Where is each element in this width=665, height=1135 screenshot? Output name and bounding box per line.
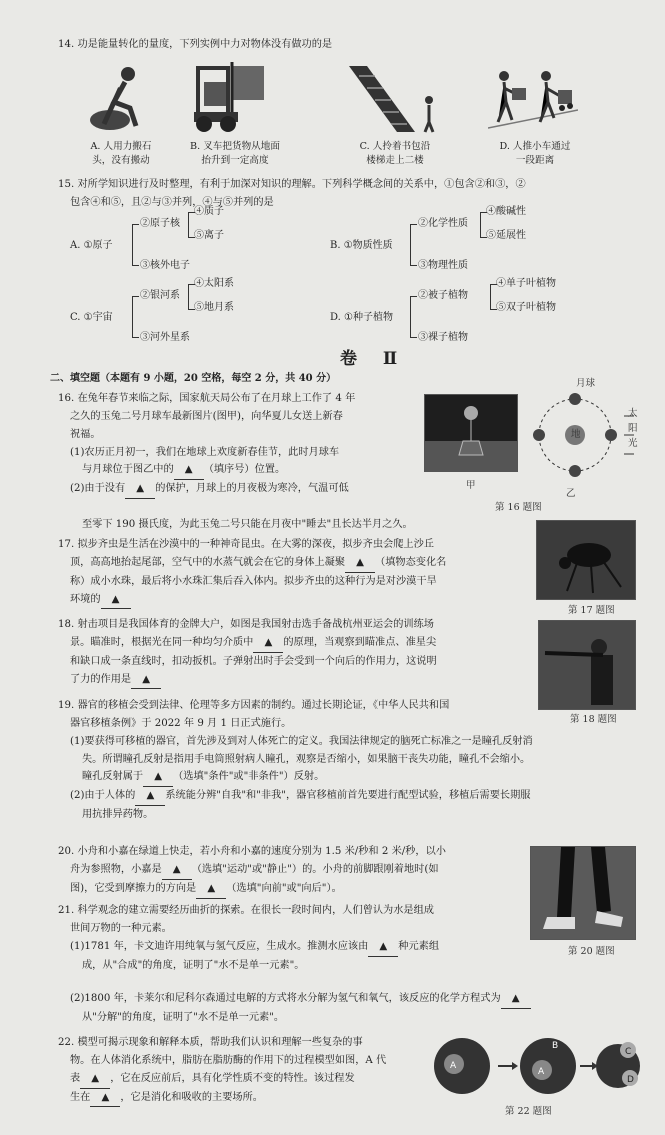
q20-text: 20. 小舟和小嘉在绿道上快走，若小舟和小嘉的速度分别为 1.5 米/秒和 2 米/秒，以小 舟为参照物，小嘉是 ▲ （选填"运动"或"静止"）的。小舟的前脚跟刚着地时(如 图)，它受到摩擦力的方向是 ▲ （选填"向前"或"向后"）。 [58,843,528,899]
q14-option-d[interactable]: D. 人推小车通过 一段距离 [499,141,571,166]
figure-walking-feet-photo [530,846,636,940]
q18-blank-1[interactable]: ▲ [253,634,283,653]
q14-stem: 14. 功是能量转化的量度，下列实例中力对物体没有做功的是 [58,39,333,50]
q20-blank-1[interactable]: ▲ [162,861,192,880]
part2-header: 二、填空题（本题有 9 小题，20 空格，每空 2 分，共 40 分） [50,373,337,384]
q19-blank-1[interactable]: ▲ [143,768,173,787]
q17-caption: 第 17 题图 [568,605,615,616]
q17-blank-2[interactable]: ▲ [101,591,131,610]
figure-yutu-rover-photo [424,394,518,472]
q18-caption: 第 18 题图 [570,714,617,725]
q16-text: 16. 在兔年春节来临之际，国家航天局公布了在月球上工作了 4 年 之久的玉兔二号月球车最新图片(图甲)，向华夏儿女送上新春 祝福。 (1)农历正月初一，我们在地球上欢度新春佳节，此时月球车 与月球位于图乙中的 ▲ （填序号）位置。 (2)由于没有 ▲ 的保护，月球上的月夜极为寒冷，气温可低 [58,390,418,499]
figure-stairs [345,62,440,134]
figure-pushing-cart [488,62,578,134]
q21-text-2: (2)1800 年，卡莱尔和尼科尔森通过电解的方式将水分解为氢气和氧气，该反应的化学方程式为 ▲ 从"分解"的角度，证明了"水不是单一元素"。 [58,990,628,1027]
q21-blank-1[interactable]: ▲ [368,938,398,957]
fig-yi-label: 乙 [566,488,576,499]
label-d: D [627,1075,634,1085]
q16-blank-1[interactable]: ▲ [174,461,204,480]
q20-blank-2[interactable]: ▲ [196,880,226,899]
q22-blank-1[interactable]: ▲ [80,1070,110,1089]
q21-text: 21. 科学观念的建立需要经历曲折的探索。在很长一段时间内，人们曾认为水是组成 世间万物的一种元素。 (1)1781 年，卡文迪许用纯氧与氢气反应，生成水。推测水应该由 ▲ 种元素组 成，从"合成"的角度，证明了"水不是单一元素"。 [58,905,440,971]
q17-text: 17. 拟步齐虫是生活在沙漠中的一种神奇昆虫。在大雾的深夜，拟步齐虫会爬上沙丘 顶，高高地抬起尾部，空气中的水蒸气就会在它的身体上凝聚 ▲ （填物态变化名 称）成小水珠，最后将小水珠汇集后吞入体内。拟步齐虫的这种行为是对沙漠干旱 环境的 ▲ [58,536,530,609]
figure-forklift [190,62,270,134]
figure-beetle-photo [536,520,636,600]
q19-text: 19. 器官的移植会受到法律、伦理等多方因素的制约。通过长期论证，《中华人民共和国 器官移植条例》于 2022 年 9 月 1 日正式施行。 (1)要获得可移植的器官，首先涉及到对人体死亡的定义。我国法律规定的脑死亡标准之一是瞳孔反射消 失。所谓瞳孔反射是指用手电筒照射病人瞳孔，观察是否缩小，如果脑干丧失功能，瞳孔不会缩小。 瞳孔反射属于 ▲ （选填"条件"或"非条件"）反射。 (2)由于人体的 ▲ 系统能分辨"自我"和"非我"，器官移植前首先要进行配型试验，移植后需要长期服 用抗排异药物。 [58,700,533,821]
q16-caption: 第 16 题图 [495,502,542,513]
q15-option-a[interactable]: A. ①原子 ②原子核 ③核外电子 ④质子 ⑤离子 [70,206,224,271]
q21-blank-2[interactable]: ▲ [501,990,531,1009]
section-title: 卷 Ⅱ [340,349,408,369]
q18-blank-2[interactable]: ▲ [131,671,161,690]
q18-text: 18. 射击项目是我国体育的金牌大户，如图是我国射击选手备战杭州亚运会的训练场 景。瞄准时，根据光在同一种均匀介质中 ▲ 的原理，当观察到瞄准点、准星尖 和缺口成一条直线时，扣动扳机。子弹射出时手会受到一个向后的作用力，这说明 了力的作用是 ▲ [58,616,530,689]
q17-blank-1[interactable]: ▲ [345,554,375,573]
q15-option-b[interactable]: B. ①物质性质 ②化学性质 ③物理性质 ④酸碱性 ⑤延展性 [330,206,526,271]
q16-blank-2[interactable]: ▲ [125,480,155,499]
q15-option-c[interactable]: C. ①宇宙 ②银河系 ③河外星系 ④太阳系 ⑤地月系 [70,278,234,343]
q14-option-c[interactable]: C. 人拎着书包沿 楼梯走上二楼 [359,141,431,166]
q15-stem: 15. 对所学知识进行及时整理，有利于加深对知识的理解。下列科学概念间的关系中，①包含②和③，② 包含④和⑤，且②与③并列，④与⑤并列的是 [58,179,526,208]
q14-option-b[interactable]: B. 叉车把货物从地面 抬升到一定高度 [190,141,280,166]
moon-label: 月球 [576,378,596,389]
q15-option-d[interactable]: D. ①种子植物 ②被子植物 ③裸子植物 ④单子叶植物 ⑤双子叶植物 [330,278,556,343]
q22-blank-2[interactable]: ▲ [90,1089,120,1108]
q14-option-a[interactable]: A. 人用力搬石 头，没有搬动 [90,141,152,166]
q16-text-tail: 至零下 190 摄氏度，为此玉兔二号只能在月夜中"睡去"且长达半月之久。 [82,519,413,530]
label-b: B [552,1041,559,1051]
q22-text: 22. 模型可揭示现象和解释本质，帮助我们认识和理解一些复杂的事 物。在人体消化系统中，脂肪在脂肪酶的作用下的过程模型如图，A 代 表 ▲ ，它在反应前后，具有化学性质不变的特性。该过程发 生在 ▲ ，它是消化和吸收的主要场所。 [58,1034,438,1107]
q22-caption: 第 22 题图 [505,1106,552,1117]
label-a-2: A [538,1067,545,1077]
figure-enzyme-model [432,1030,642,1100]
q20-caption: 第 20 题图 [568,946,615,957]
figure-lifting-rock [80,62,164,134]
sun-label: 太阳光 [628,408,638,450]
label-c: C [625,1047,632,1057]
label-a-1: A [450,1061,457,1071]
q19-blank-2[interactable]: ▲ [135,787,165,806]
fig-jia-label: 甲 [466,480,476,491]
earth-label: 地 [571,429,581,440]
